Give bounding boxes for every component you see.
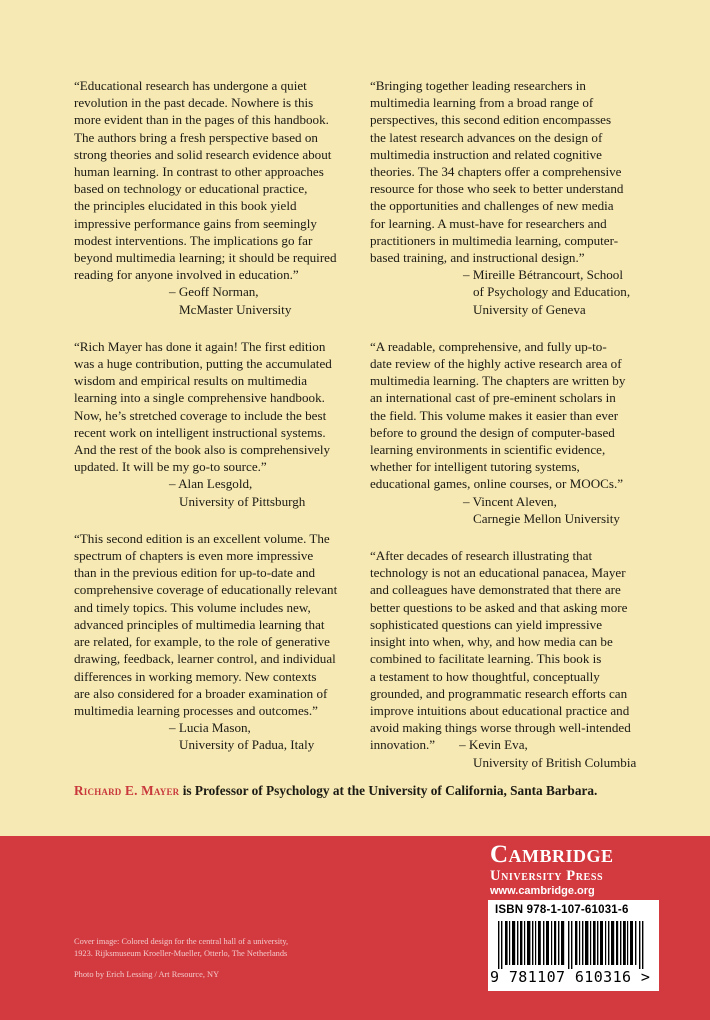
- endorsement-quote: [370, 338, 660, 527]
- quote-attribution: – Vincent Aleven, Carnegie Mellon University: [463, 493, 620, 526]
- cover-image-credit: Cover image: Colored design for the central hall of a university, 1923. Rijksmuseum Kroeller-Mueller, Otterlo, The Netherlands: [74, 937, 289, 958]
- quote-text: “A readable, comprehensive, and fully up-to- date review of the highly active research area of multimedia learning. The chapters are written by an international cast of pre-eminent scholars in the field. This volume makes it easier than ever before to ground the design of computer-based learning environments in scientific evidence, whether for intelligent tutoring systems, educational games, online courses, or MOOCs.”: [370, 338, 626, 492]
- quote-attribution: – Geoff Norman, McMaster University: [169, 284, 292, 317]
- quote-text: “This second edition is an excellent volume. The spectrum of chapters is even more impressive than in the previous edition for up-to-date and comprehensive coverage of educationally relevant and timely topics. This volume includes new, advanced principles of multimedia learning that are related, for example, to the role of generative drawing, feedback, learner control, and individual differences in working memory. New contexts are also considered for a broader examination of multimedia learning processes and outcomes.”: [74, 530, 338, 718]
- publisher-subname: University Press: [490, 868, 604, 884]
- endorsement-quote: [74, 77, 364, 318]
- isbn-label: ISBN 978-1-107-61031-6: [495, 904, 629, 916]
- publisher-name: Cambridge: [490, 841, 614, 868]
- endorsement-quote: [74, 338, 364, 510]
- publisher-url: www.cambridge.org: [490, 885, 595, 897]
- right-column: [370, 77, 660, 771]
- quote-attribution: – Kevin Eva,: [459, 737, 528, 753]
- quote-text: “Rich Mayer has done it again! The first edition was a huge contribution, putting the accumulated wisdom and empirical results on multimedia learning into a single comprehensive handbook. Now, he’s stretched coverage to include the best recent work on intelligent instructional systems. And the rest of the book also is comprehensively updated. It will be my go-to source.”: [74, 338, 332, 475]
- publisher-logo: [490, 842, 660, 899]
- quote-attribution: – Alan Lesgold, University of Pittsburgh: [169, 476, 306, 509]
- author-bio: [74, 782, 674, 799]
- endorsement-quote: [370, 77, 660, 318]
- endorsement-quote: [370, 547, 660, 771]
- left-column: [74, 77, 364, 754]
- quote-attribution: University of British Columbia: [473, 754, 637, 770]
- quote-text: “Bringing together leading researchers in multimedia learning from a broad range of perspectives, this second edition encompasses the latest research advances on the design of multimedia instruction and related cognitive theories. The 34 chapters offer a comprehensive resource for those who seek to better understand the opportunities and challenges of new media for learning. A must-have for researchers and practitioners in multimedia learning, computer- based training, and instructional design.”: [370, 78, 624, 266]
- quote-attribution: – Mireille Bétrancourt, School of Psychology and Education, University of Geneva: [463, 267, 631, 317]
- quote-text: “Educational research has undergone a quiet revolution in the past decade. Nowhere is this more evident than in the pages of this handbook. The authors bring a fresh perspective based on strong theories and solid research evidence about human learning. In contrast to other approaches based on technology or educational practice, the principles elucidated in this book yield impressive performance gains from seemingly modest interventions. The implications go far beyond multimedia learning; it should be required reading for anyone involved in education.”: [74, 78, 337, 283]
- cover-credits: [74, 936, 374, 981]
- author-name: Richard E. Mayer: [74, 783, 180, 798]
- barcode: [488, 900, 659, 991]
- barcode-bars: [496, 921, 651, 969]
- quote-attribution: – Lucia Mason, University of Padua, Italy: [169, 720, 315, 753]
- barcode-number: 9 781107 610316 >: [490, 968, 651, 986]
- endorsement-quote: [74, 530, 364, 754]
- photo-credit: Photo by Erich Lessing / Art Resource, NY: [74, 970, 220, 979]
- quote-text: “After decades of research illustrating that technology is not an educational panacea, Mayer and colleagues have demonstrated that there are better questions to be asked and that asking more sophisticated questions can yield impressive insight into when, why, and how media can be combined to facilitate learning. This book is a testament to how thoughtful, conceptually grounded, and programmatic research efforts can improve intuitions about educational practice and avoid making things worse through well-intended innovation.” – Kevin Eva,: [370, 547, 660, 753]
- author-bio-text: is Professor of Psychology at the University of California, Santa Barbara.: [179, 783, 598, 798]
- last-line-with-attribution: innovation.” – Kevin Eva,: [370, 737, 528, 753]
